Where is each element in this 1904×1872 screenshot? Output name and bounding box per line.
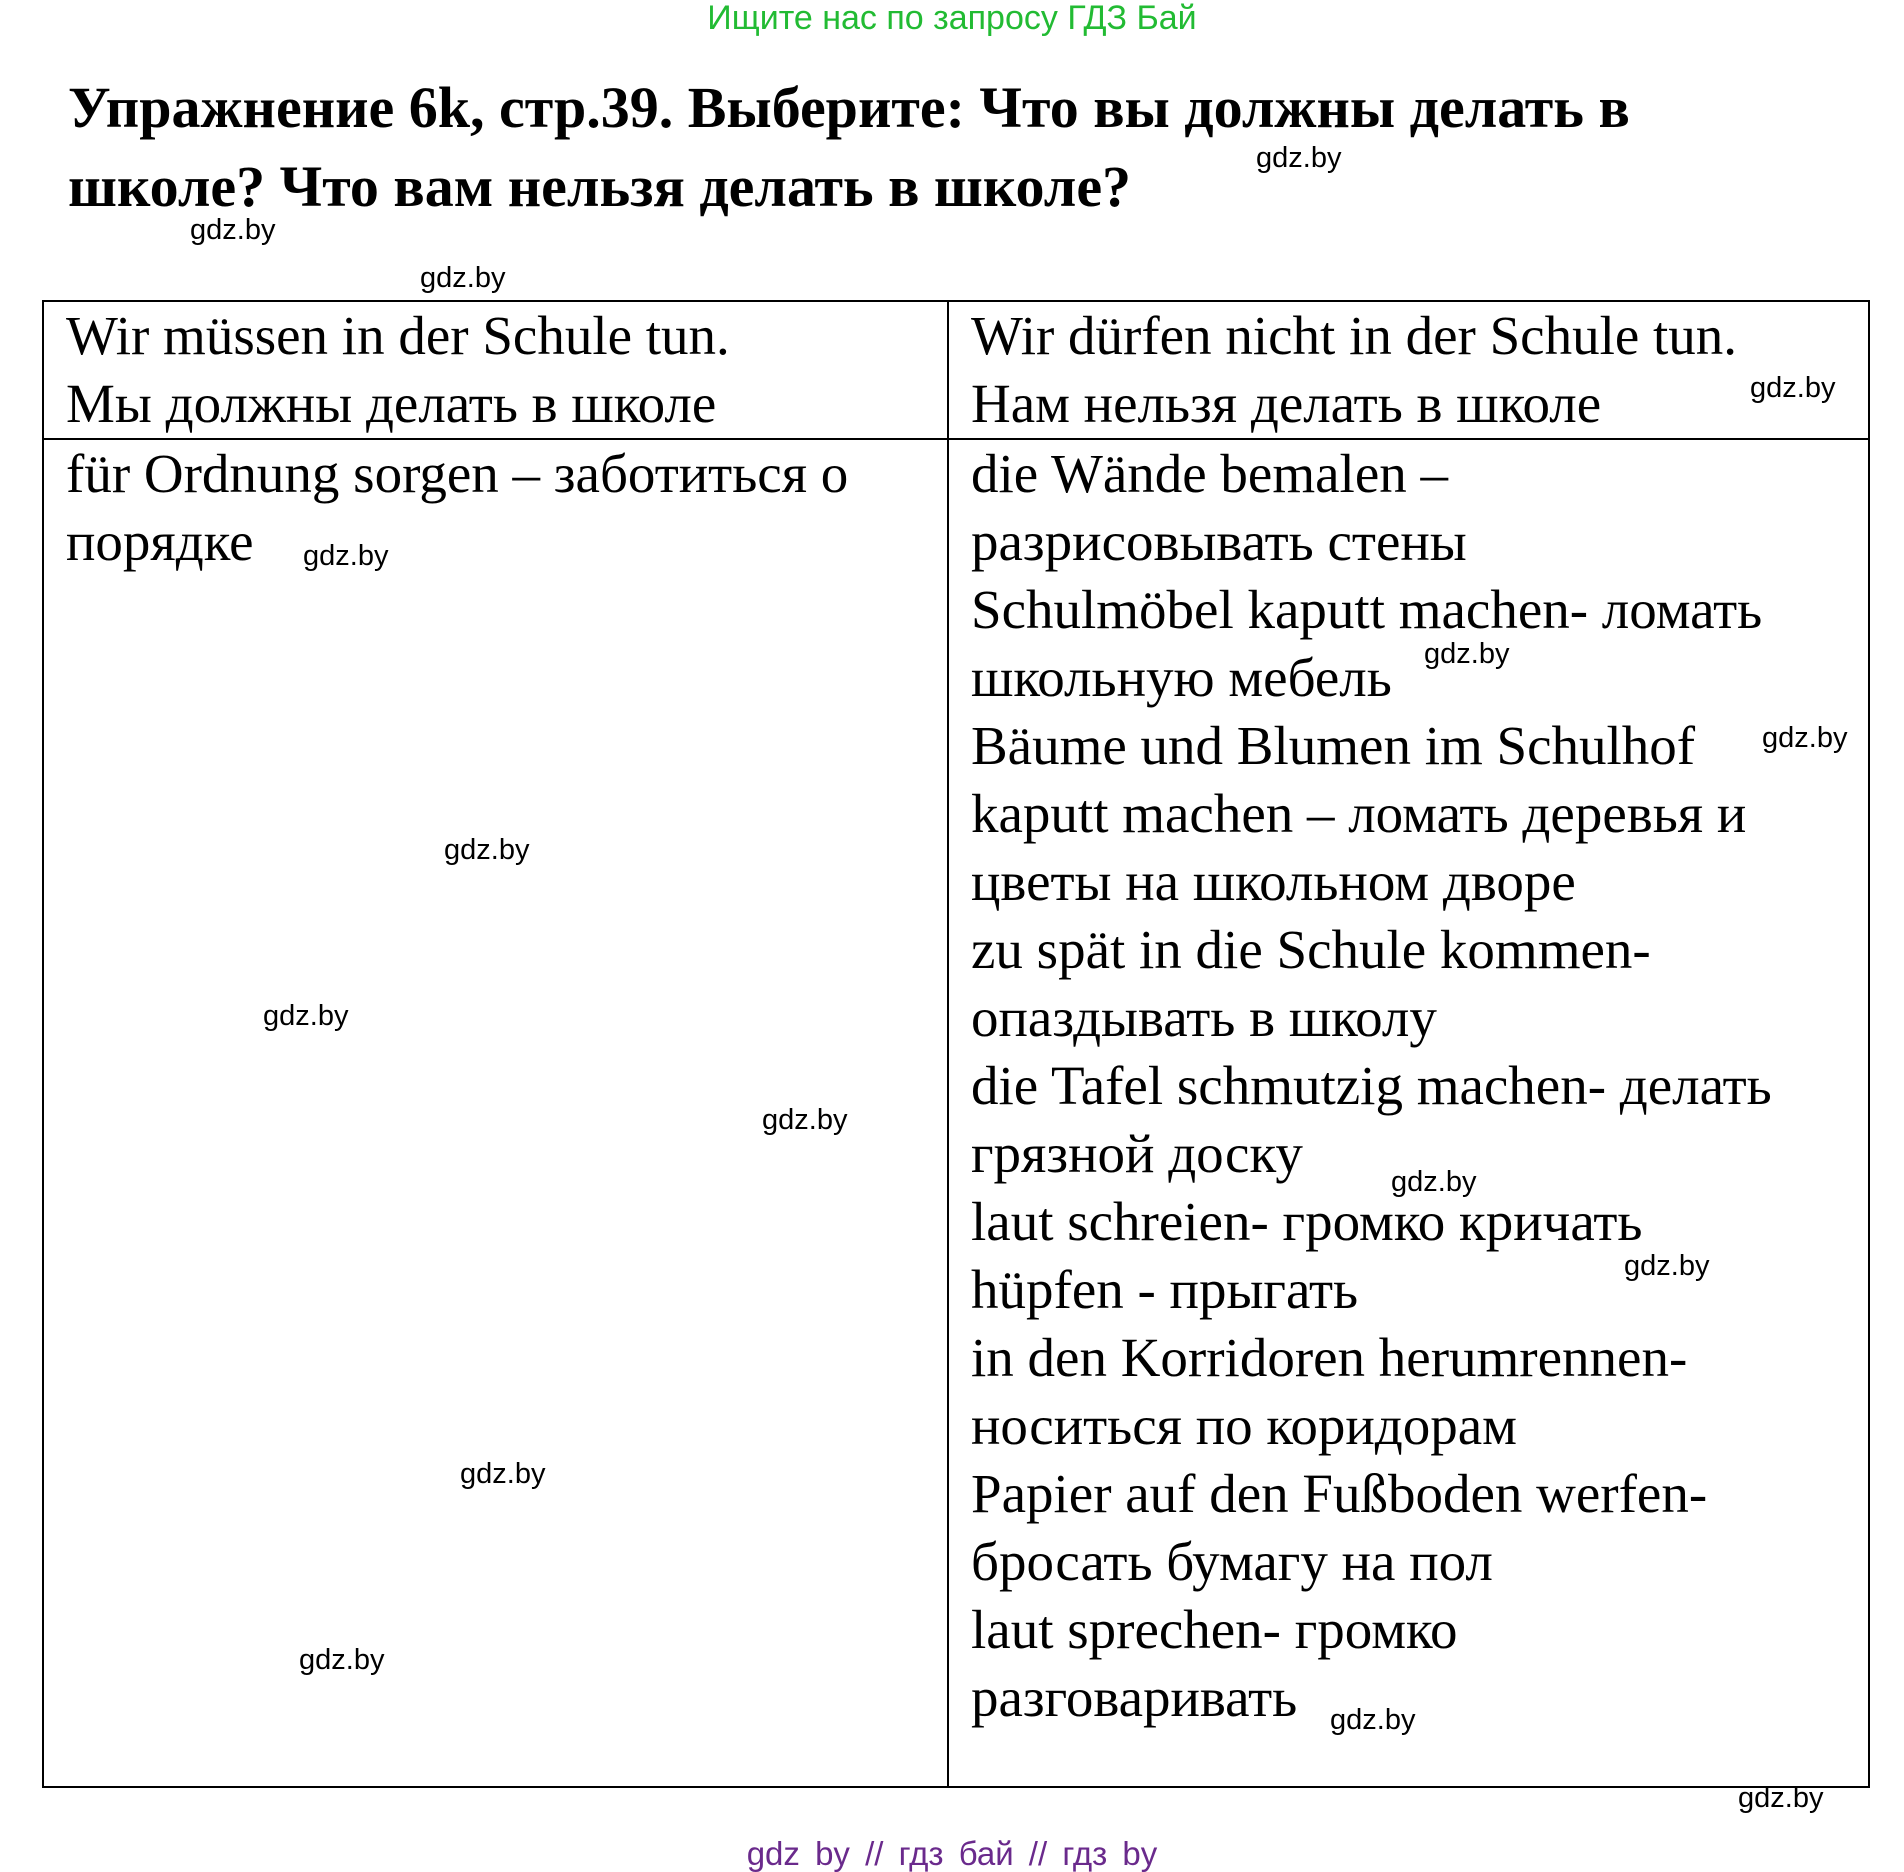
must-not-do-line: грязной доску [971,1123,1303,1184]
must-not-do-line: цветы на школьном дворе [971,851,1576,912]
must-not-do-line: опаздывать в школу [971,987,1437,1048]
watermark: gdz.by [190,214,276,246]
watermark: gdz.by [263,1000,349,1032]
watermark: gdz.by [762,1104,848,1136]
left-header-german: Wir müssen in der Schule tun. [66,305,730,366]
watermark: gdz.by [1738,1782,1824,1814]
watermark: gdz.by [1330,1704,1416,1736]
left-header-cell [43,301,948,439]
right-header-cell [948,301,1869,439]
must-not-do-line: разговаривать [971,1667,1298,1728]
watermark: gdz.by [1750,372,1836,404]
must-not-do-line: Papier auf den Fußboden werfen- [971,1463,1708,1524]
must-not-do-line: die Wände bemalen – [971,443,1448,504]
watermark: gdz.by [460,1458,546,1490]
watermark: gdz.by [1256,142,1342,174]
must-not-do-line: kaputt machen – ломать деревья и [971,783,1747,844]
watermark: gdz.by [303,540,389,572]
watermark: gdz.by [1762,722,1848,754]
must-not-do-line: hüpfen - прыгать [971,1259,1359,1320]
search-hint-banner: Ищите нас по запросу ГДЗ Бай [707,0,1197,37]
must-not-do-line: die Tafel schmutzig machen- делать [971,1055,1772,1116]
watermark: gdz.by [420,262,506,294]
watermark: gdz.by [299,1644,385,1676]
must-do-line: für Ordnung sorgen – заботиться о [66,443,849,504]
must-not-do-line: laut sprechen- громко [971,1599,1458,1660]
must-not-do-line: Schulmöbel kaputt machen- ломать [971,579,1763,640]
right-header-russian: Нам нельзя делать в школе [971,373,1602,434]
right-header-german: Wir dürfen nicht in der Schule tun. [971,305,1738,366]
must-not-do-line: Bäume und Blumen im Schulhof [971,715,1696,776]
must-not-do-line: разрисовывать стены [971,511,1467,572]
must-not-do-line: бросать бумагу на пол [971,1531,1493,1592]
must-do-line: порядке [66,511,254,572]
answer-table [42,300,1870,1788]
must-not-do-line: in den Korridoren herumrennen- [971,1327,1688,1388]
must-not-do-cell [948,439,1869,1787]
watermark: gdz.by [1624,1250,1710,1282]
footer-links-text: gdz by // гдз бай // гдз by [746,1835,1158,1872]
must-not-do-line: laut schreien- громко кричать [971,1191,1643,1252]
watermark: gdz.by [444,834,530,866]
must-not-do-line: zu spät in die Schule kommen- [971,919,1651,980]
watermark: gdz.by [1391,1166,1477,1198]
table-body-row [43,439,1869,1787]
table-header-row [43,301,1869,439]
must-not-do-line: носиться по коридорам [971,1395,1517,1456]
watermark: gdz.by [1424,638,1510,670]
left-header-russian: Мы должны делать в школе [66,373,717,434]
exercise-title: Упражнение 6k, стр.39. Выберите: Что вы должны делать в школе? Что вам нельзя делать в школе? [68,75,1630,219]
must-not-do-line: школьную мебель [971,647,1392,708]
